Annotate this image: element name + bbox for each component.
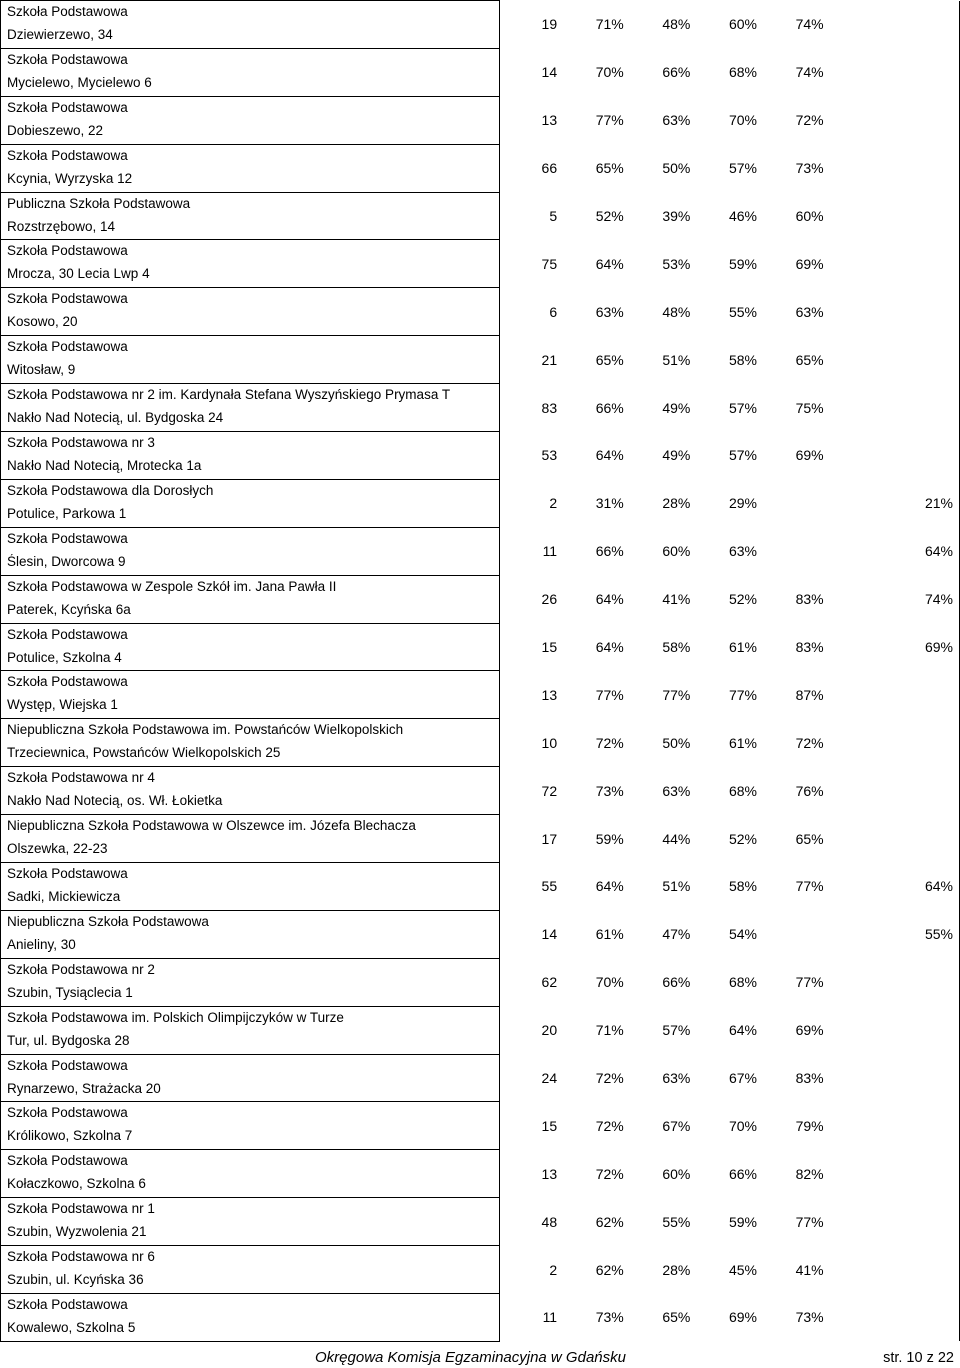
score-cell-3: 66% [728,1165,757,1182]
score-cell-5 [826,1054,960,1102]
score-cell-2: 47% [662,926,691,943]
table-row [1,144,960,192]
student-count-cell: 62 [541,974,558,991]
score-cell-1: 66% [595,543,624,560]
school-cell [1,671,500,719]
score-cell-5 [826,1150,960,1198]
score-cell-2: 63% [662,112,691,129]
score-cell-3: 55% [728,303,757,320]
score-cell-3: 69% [728,1309,757,1326]
score-cell-5 [826,1,960,49]
score-cell-3: 70% [728,1117,757,1134]
score-cell-4: 83% [795,1070,824,1087]
student-count-cell: 66 [541,160,558,177]
score-cell-1: 62% [595,1213,624,1230]
school-cell [1,1150,500,1198]
school-name: Szkoła Podstawowa nr 2 im. Kardynała Stefana Wyszyńskiego Prymasa T [7,387,451,403]
score-cell-3: 57% [728,447,757,464]
student-count-cell: 13 [541,686,558,703]
score-cell-2: 55% [662,1213,691,1230]
table-row [1,863,960,911]
score-cell-3: 58% [728,351,757,368]
table-row [1,527,960,575]
school-cell [1,240,500,288]
school-address: Kosowo, 20 [7,314,78,330]
table-row [1,623,960,671]
score-cell-1: 66% [595,399,624,416]
score-cell-4: 83% [795,639,824,656]
score-cell-3: 64% [728,1022,757,1039]
score-cell-1: 64% [595,878,624,895]
score-cell-1: 64% [595,591,624,608]
table-row [1,1294,960,1342]
score-cell-3: 61% [728,639,757,656]
score-cell-5: 69% [826,623,960,671]
score-cell-3: 45% [728,1261,757,1278]
school-name: Szkoła Podstawowa dla Dorosłych [7,482,214,498]
student-count-cell: 5 [549,208,558,224]
score-cell-2: 48% [662,16,691,33]
table-row [1,1102,960,1150]
school-name: Niepubliczna Szkoła Podstawowa w Olszewce im. Józefa Blechacza [7,818,416,834]
table-row [1,288,960,336]
score-cell-5 [826,288,960,336]
school-name: Szkoła Podstawowa nr 1 [7,1201,155,1217]
score-cell-4: 79% [795,1117,824,1134]
score-cell-2: 65% [662,1309,691,1326]
school-cell [1,910,500,958]
score-cell-2: 28% [662,1261,691,1278]
score-cell-2: 63% [662,1070,691,1087]
score-cell-1: 64% [595,255,624,272]
score-cell-5 [826,958,960,1006]
school-address: Rozstrzębowo, 14 [7,218,116,234]
school-name: Szkoła Podstawowa [7,51,128,67]
score-cell-3: 57% [728,399,757,416]
school-name: Szkoła Podstawowa [7,1297,128,1313]
score-cell-1: 70% [595,974,624,991]
student-count-cell: 83 [541,399,558,416]
school-address: Nakło Nad Notecią, os. Wł. Łokietka [7,793,223,809]
score-cell-1: 62% [595,1261,624,1278]
score-cell-4: 77% [795,878,824,895]
score-cell-3: 63% [728,543,757,560]
table-row [1,958,960,1006]
school-name: Szkoła Podstawowa [7,866,128,882]
school-cell [1,1198,500,1246]
score-cell-4 [759,479,826,527]
score-cell-5 [826,192,960,240]
school-address: Mrocza, 30 Lecia Lwp 4 [7,266,150,282]
school-address: Dziewierzewo, 34 [7,27,113,42]
school-address: Ślesin, Dworcowa 9 [7,553,126,569]
score-cell-2: 39% [662,208,691,224]
score-cell-3: 77% [728,686,757,703]
student-count-cell: 15 [541,639,558,656]
school-name: Szkoła Podstawowa [7,1105,128,1121]
school-address: Witosław, 9 [7,362,76,378]
score-cell-1: 64% [595,447,624,464]
score-cell-4: 77% [795,974,824,991]
table-row [1,1054,960,1102]
score-cell-2: 66% [662,64,691,81]
school-cell [1,767,500,815]
school-address: Olszewka, 22-23 [7,841,108,857]
score-cell-2: 51% [662,351,691,368]
school-address: Szubin, Tysiąclecia 1 [7,984,133,1000]
school-address: Szubin, Wyzwolenia 21 [7,1224,147,1240]
score-cell-2: 48% [662,303,691,320]
student-count-cell: 75 [541,255,558,272]
school-name: Szkoła Podstawowa [7,674,128,690]
school-cell [1,288,500,336]
score-cell-4: 72% [795,734,824,751]
student-count-cell: 15 [541,1117,558,1134]
score-cell-2: 63% [662,782,691,799]
score-cell-4: 65% [795,830,824,847]
score-cell-5 [826,96,960,144]
score-cell-5 [826,719,960,767]
school-address: Szubin, ul. Kcyńska 36 [7,1272,144,1288]
school-name: Szkoła Podstawowa [7,291,128,307]
student-count-cell: 21 [541,351,558,368]
school-name: Szkoła Podstawowa nr 3 [7,435,155,451]
score-cell-1: 73% [595,1309,624,1326]
score-cell-1: 65% [595,160,624,177]
score-cell-5 [826,1198,960,1246]
table-row [1,240,960,288]
score-cell-3: 60% [728,16,757,33]
student-count-cell: 72 [541,782,558,799]
table-row [1,1150,960,1198]
score-cell-4: 60% [795,208,824,224]
score-cell-5 [826,1102,960,1150]
score-cell-4: 76% [795,782,824,799]
score-cell-1: 71% [595,1022,624,1039]
score-cell-5 [826,1294,960,1342]
student-count-cell: 14 [541,926,558,943]
score-cell-4: 82% [795,1165,824,1182]
score-cell-3: 46% [728,208,757,224]
school-name: Szkoła Podstawowa nr 6 [7,1249,155,1265]
score-cell-1: 72% [595,1117,624,1134]
table-row [1,96,960,144]
score-cell-3: 54% [728,926,757,943]
score-cell-5: 64% [826,527,960,575]
score-cell-3: 58% [728,878,757,895]
student-count-cell: 2 [549,495,558,512]
student-count-cell: 55 [541,878,558,895]
school-cell [1,336,500,384]
score-cell-5 [826,144,960,192]
school-cell [1,432,500,480]
school-cell [1,384,500,432]
school-name: Szkoła Podstawowa nr 4 [7,770,155,786]
score-cell-4: 63% [795,303,824,320]
table-row [1,1246,960,1294]
score-cell-1: 71% [595,16,624,33]
school-cell [1,479,500,527]
score-cell-3: 68% [728,64,757,81]
score-cell-2: 77% [662,686,691,703]
school-name: Szkoła Podstawowa nr 2 [7,961,155,977]
score-cell-1: 52% [595,208,624,224]
score-cell-5 [826,1006,960,1054]
school-address: Nakło Nad Notecią, Mrotecka 1a [7,458,202,474]
score-cell-2: 60% [662,543,691,560]
score-cell-3: 68% [728,782,757,799]
score-cell-2: 50% [662,160,691,177]
school-cell [1,527,500,575]
student-count-cell: 6 [549,303,558,320]
score-cell-2: 60% [662,1165,691,1182]
school-address: Nakło Nad Notecią, ul. Bydgoska 24 [7,410,224,426]
score-cell-3: 29% [728,495,757,512]
school-cell [1,575,500,623]
score-cell-5 [826,336,960,384]
school-cell [1,623,500,671]
score-cell-2: 57% [662,1022,691,1039]
results-table-body [1,1,960,1342]
score-cell-4: 75% [795,399,824,416]
score-cell-4: 73% [795,160,824,177]
score-cell-5 [826,48,960,96]
score-cell-1: 59% [595,830,624,847]
school-address: Potulice, Parkowa 1 [7,505,127,521]
school-cell [1,719,500,767]
table-row [1,432,960,480]
score-cell-3: 70% [728,112,757,129]
table-row [1,910,960,958]
score-cell-5: 55% [826,910,960,958]
score-cell-2: 51% [662,878,691,895]
score-cell-5 [826,671,960,719]
student-count-cell: 48 [541,1213,558,1230]
table-row [1,1006,960,1054]
score-cell-5: 74% [826,575,960,623]
score-cell-4: 69% [795,447,824,464]
score-cell-4: 72% [795,112,824,129]
score-cell-4: 87% [795,686,824,703]
score-cell-4: 69% [795,1022,824,1039]
score-cell-4 [759,910,826,958]
school-cell [1,192,500,240]
score-cell-4 [759,527,826,575]
school-address: Paterek, Kcyńska 6a [7,601,131,617]
score-cell-4: 73% [795,1309,824,1326]
student-count-cell: 20 [541,1022,558,1039]
score-cell-4: 77% [795,1213,824,1230]
school-cell [1,48,500,96]
school-name: Szkoła Podstawowa [7,530,128,546]
student-count-cell: 19 [541,16,558,33]
score-cell-4: 74% [795,16,824,33]
score-cell-2: 53% [662,255,691,272]
school-cell [1,1006,500,1054]
score-cell-3: 52% [728,591,757,608]
score-cell-1: 65% [595,351,624,368]
score-cell-2: 50% [662,734,691,751]
school-cell [1,96,500,144]
score-cell-5 [826,240,960,288]
table-row [1,815,960,863]
score-cell-1: 63% [595,303,624,320]
score-cell-3: 59% [728,1213,757,1230]
school-cell [1,1294,500,1342]
page-footer [0,1347,960,1368]
school-name: Szkoła Podstawowa [7,99,128,115]
school-address: Tur, ul. Bydgoska 28 [7,1032,130,1048]
score-cell-2: 44% [662,830,691,847]
school-cell [1,815,500,863]
score-cell-5 [826,432,960,480]
school-address: Kcynia, Wyrzyska 12 [7,170,133,186]
school-name: Szkoła Podstawowa [7,339,128,355]
score-cell-5 [826,384,960,432]
table-row [1,192,960,240]
score-cell-1: 64% [595,639,624,656]
school-name: Szkoła Podstawowa [7,1057,128,1073]
school-address: Rynarzewo, Strażacka 20 [7,1080,161,1096]
table-row [1,384,960,432]
table-row [1,671,960,719]
score-cell-4: 41% [795,1261,824,1278]
score-cell-2: 41% [662,591,691,608]
score-cell-2: 66% [662,974,691,991]
school-cell [1,144,500,192]
school-cell [1,1,500,49]
score-cell-5: 64% [826,863,960,911]
school-name: Szkoła Podstawowa [7,147,128,163]
score-cell-3: 57% [728,160,757,177]
school-address: Kołaczkowo, Szkolna 6 [7,1176,146,1192]
school-name: Szkoła Podstawowa [7,1153,128,1169]
table-row [1,1198,960,1246]
student-count-cell: 24 [541,1070,558,1087]
score-cell-2: 49% [662,399,691,416]
student-count-cell: 10 [541,734,558,751]
student-count-cell: 13 [541,112,558,129]
school-name: Niepubliczna Szkoła Podstawowa im. Powstańców Wielkopolskich [7,722,404,738]
table-row [1,479,960,527]
school-address: Sadki, Mickiewicza [7,889,121,905]
school-name: Szkoła Podstawowa [7,243,128,259]
table-row [1,336,960,384]
score-cell-1: 72% [595,734,624,751]
school-address: Kowalewo, Szkolna 5 [7,1320,136,1336]
score-cell-2: 67% [662,1117,691,1134]
score-cell-3: 68% [728,974,757,991]
table-row [1,1,960,49]
score-cell-3: 67% [728,1070,757,1087]
score-cell-5: 21% [826,479,960,527]
score-cell-5 [826,767,960,815]
score-cell-1: 72% [595,1165,624,1182]
score-cell-4: 74% [795,64,824,81]
score-cell-3: 61% [728,734,757,751]
table-row [1,719,960,767]
school-cell [1,1246,500,1294]
table-row [1,48,960,96]
score-cell-1: 70% [595,64,624,81]
school-name: Publiczna Szkoła Podstawowa [7,195,191,211]
table-row [1,575,960,623]
page-number: str. 10 z 22 [883,1350,954,1366]
score-cell-4: 69% [795,255,824,272]
score-cell-2: 58% [662,639,691,656]
score-cell-2: 28% [662,495,691,512]
school-name: Szkoła Podstawowa w Zespole Szkół im. Jana Pawła II [7,578,337,594]
school-cell [1,1102,500,1150]
school-name: Szkoła Podstawowa [7,4,128,19]
school-name: Szkoła Podstawowa im. Polskich Olimpijczyków w Turze [7,1009,344,1025]
score-cell-1: 73% [595,782,624,799]
student-count-cell: 17 [541,830,558,847]
score-cell-1: 77% [595,686,624,703]
footer-title: Okręgowa Komisja Egzaminacyjna w Gdańsku [315,1349,626,1366]
school-address: Anieliny, 30 [7,936,76,952]
student-count-cell: 2 [549,1261,558,1278]
score-cell-4: 83% [795,591,824,608]
school-cell [1,958,500,1006]
score-cell-1: 31% [595,495,624,512]
school-address: Mycielewo, Mycielewo 6 [7,74,152,90]
student-count-cell: 11 [542,543,558,560]
score-cell-2: 49% [662,447,691,464]
score-cell-3: 52% [728,830,757,847]
school-name: Szkoła Podstawowa [7,626,128,642]
student-count-cell: 13 [541,1165,558,1182]
school-address: Potulice, Szkolna 4 [7,649,122,665]
school-cell [1,1054,500,1102]
student-count-cell: 11 [542,1309,558,1326]
score-cell-3: 59% [728,255,757,272]
school-address: Trzeciewnica, Powstańców Wielkopolskich 25 [7,745,281,761]
school-address: Występ, Wiejska 1 [7,697,118,713]
table-row [1,767,960,815]
school-cell [1,863,500,911]
score-cell-5 [826,1246,960,1294]
score-cell-1: 61% [595,926,624,943]
school-address: Królikowo, Szkolna 7 [7,1128,133,1144]
student-count-cell: 53 [541,447,558,464]
score-cell-1: 77% [595,112,624,129]
score-cell-4: 65% [795,351,824,368]
student-count-cell: 26 [541,591,558,608]
score-cell-5 [826,815,960,863]
school-address: Dobieszewo, 22 [7,122,104,138]
score-cell-1: 72% [595,1070,624,1087]
school-name: Niepubliczna Szkoła Podstawowa [7,913,209,929]
student-count-cell: 14 [541,64,558,81]
